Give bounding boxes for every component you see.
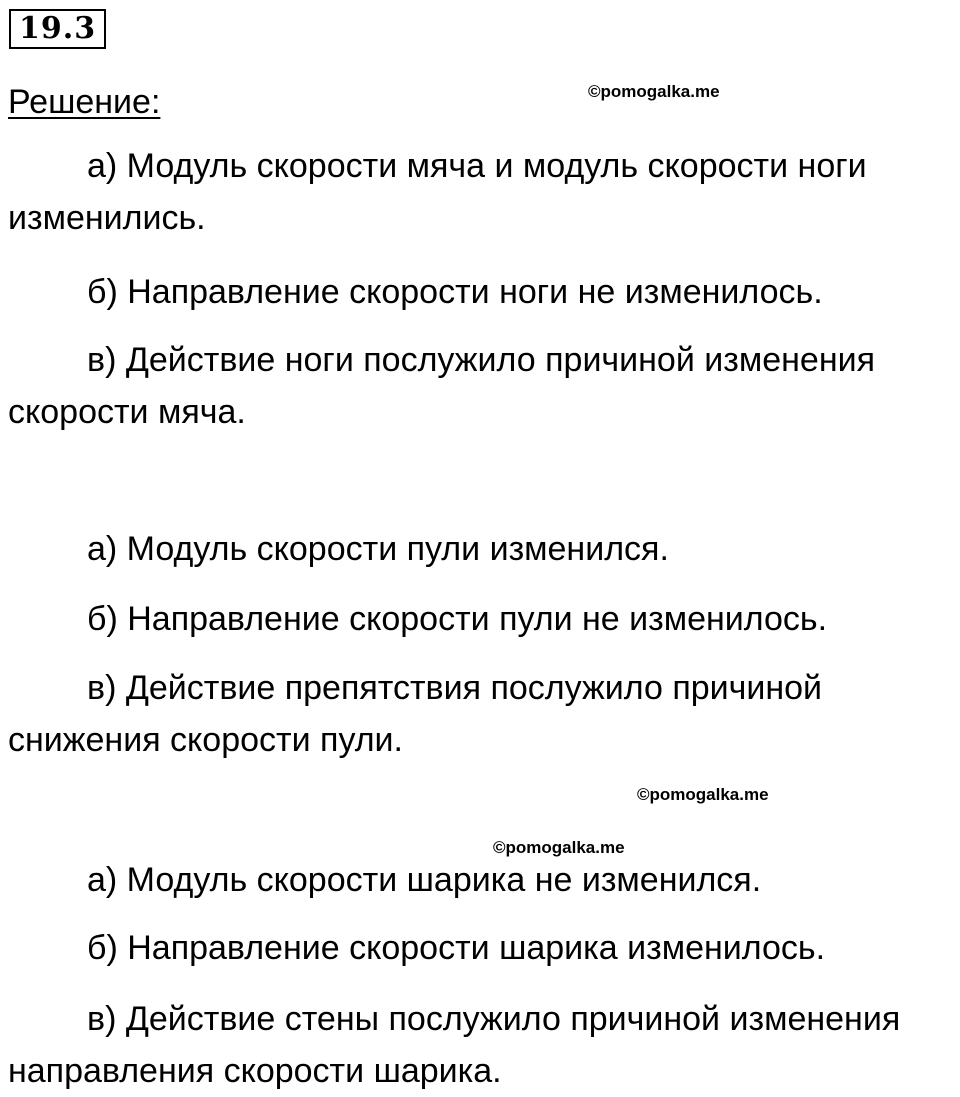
answer-line: в) Действие препятствия послужило причиной (87, 669, 823, 707)
watermark: ©pomogalka.me (637, 785, 769, 804)
answer-line-continuation: направления скорости шарика. (8, 1052, 502, 1090)
answer-line: в) Действие стены послужило причиной изменения (87, 1000, 901, 1038)
answer-sphere-a (8, 854, 958, 906)
answer-bullet-c (8, 662, 958, 766)
watermark: ©pomogalka.me (493, 838, 625, 857)
answer-line: б) Направление скорости пули не изменилось. (87, 600, 828, 638)
answer-ball-a (8, 140, 958, 244)
answer-line-continuation: изменились. (8, 199, 206, 237)
answer-line: в) Действие ноги послужило причиной изменения (87, 341, 875, 379)
answer-line: а) Модуль скорости мяча и модуль скорости ноги (87, 147, 867, 185)
answer-ball-b (8, 266, 958, 318)
answer-line-continuation: снижения скорости пули. (8, 721, 403, 759)
answer-line: а) Модуль скорости шарика не изменился. (87, 861, 762, 899)
answer-sphere-c (8, 993, 958, 1097)
problem-number-box: 19.3 (9, 9, 106, 49)
solution-heading: Решение: (8, 83, 161, 121)
answer-bullet-a (8, 523, 958, 575)
answer-bullet-b (8, 593, 958, 645)
answer-ball-c (8, 334, 958, 438)
answer-line: а) Модуль скорости пули изменился. (87, 530, 669, 568)
answer-line: б) Направление скорости шарика изменилось. (87, 929, 826, 967)
watermark: ©pomogalka.me (588, 82, 720, 101)
answer-line-continuation: скорости мяча. (8, 393, 246, 431)
answer-sphere-b (8, 922, 958, 974)
answer-line: б) Направление скорости ноги не изменилось. (87, 273, 823, 311)
